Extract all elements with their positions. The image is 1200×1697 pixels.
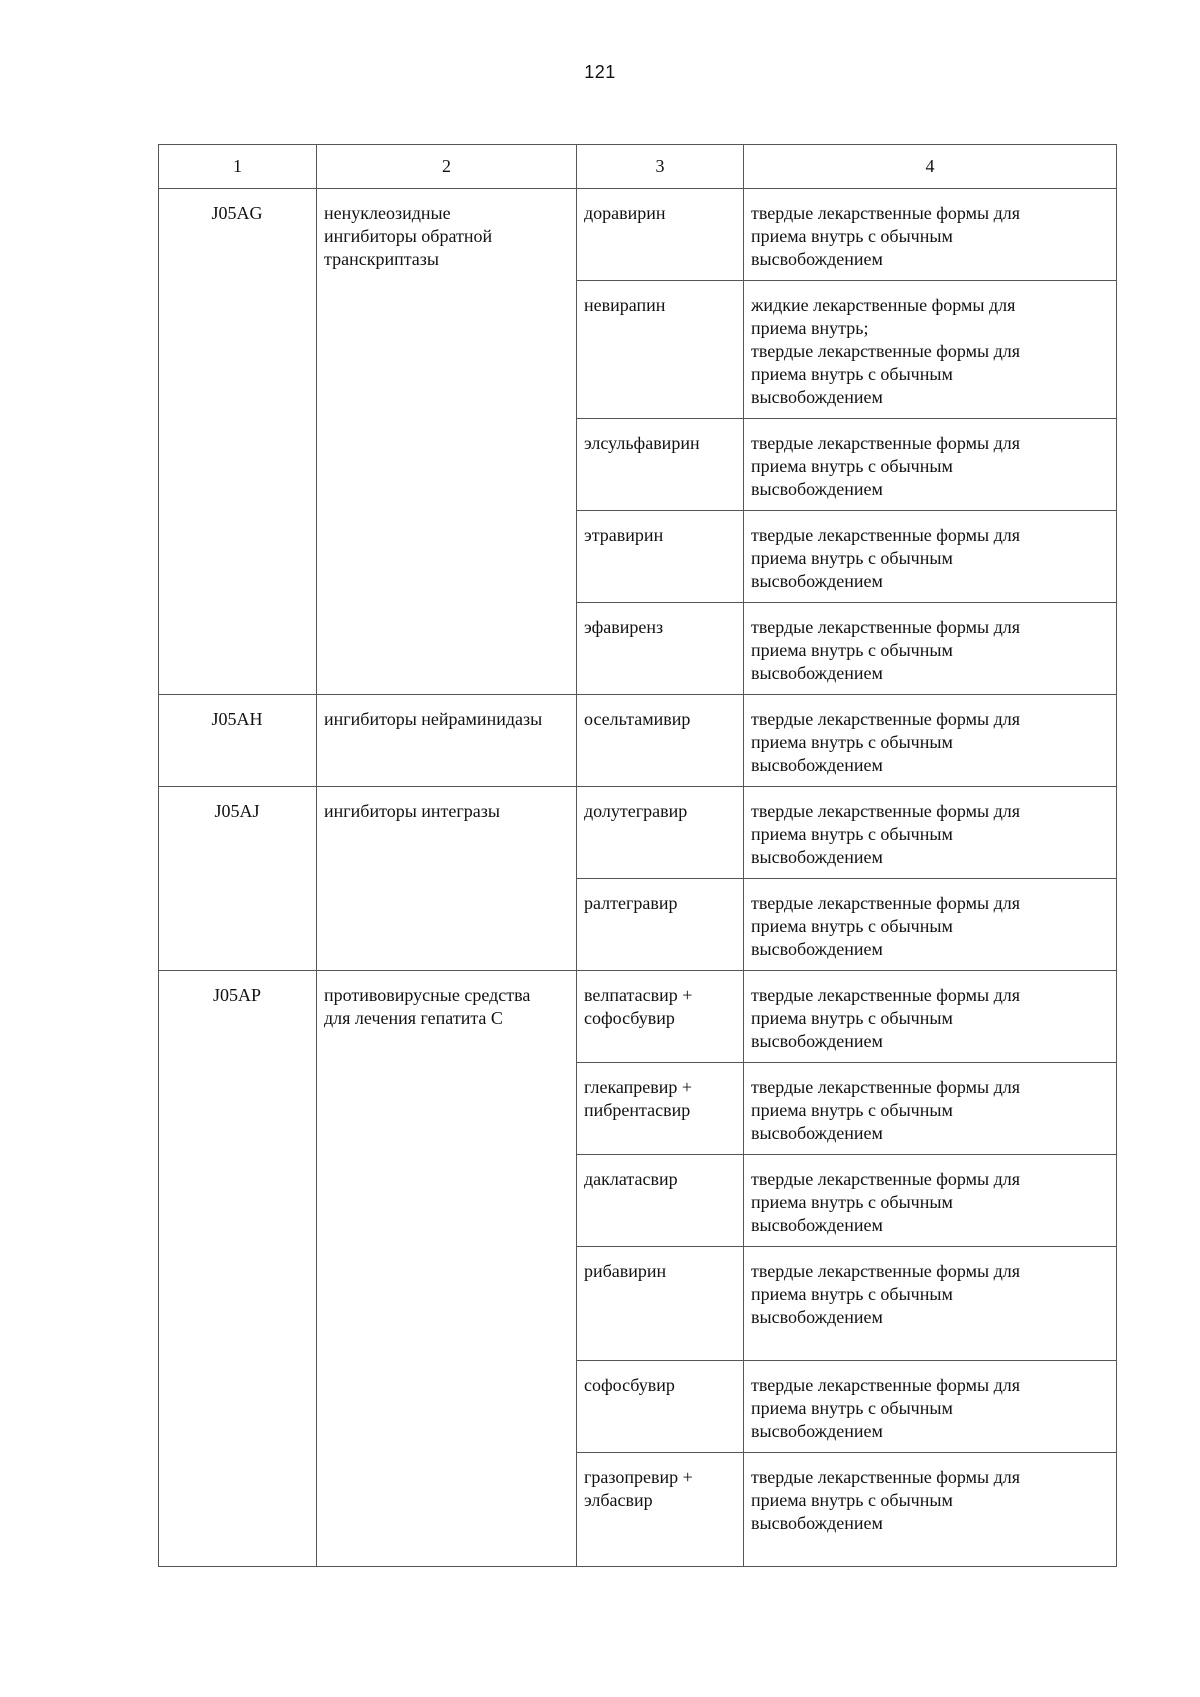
dosage-form bbox=[744, 511, 1117, 603]
dosage-form-text: твердые лекарственные формы для приема внутрь с обычным высвобождением bbox=[751, 617, 1021, 683]
dosage-form-text: твердые лекарственные формы для приема внутрь с обычным высвобождением bbox=[751, 525, 1021, 591]
drug-name: доравирин bbox=[577, 189, 744, 281]
atc-code: J05AP bbox=[159, 971, 317, 1567]
dosage-form bbox=[744, 419, 1117, 511]
dosage-form bbox=[744, 603, 1117, 695]
dosage-form-text: жидкие лекарственные формы для приема внутрь; твердые лекарственные формы для приема внутрь с обычным высвобождением bbox=[751, 295, 1021, 407]
pharmacological-group: ингибиторы интегразы bbox=[317, 787, 577, 971]
drug-name: этравирин bbox=[577, 511, 744, 603]
dosage-form-text: твердые лекарственные формы для приема внутрь с обычным высвобождением bbox=[751, 801, 1021, 867]
dosage-form bbox=[744, 1063, 1117, 1155]
header-col-3: 3 bbox=[577, 145, 744, 189]
dosage-form-text: твердые лекарственные формы для приема внутрь с обычным высвобождением bbox=[751, 893, 1021, 959]
dosage-form-text: твердые лекарственные формы для приема внутрь с обычным высвобождением bbox=[751, 433, 1021, 499]
drug-name: осельтамивир bbox=[577, 695, 744, 787]
dosage-form bbox=[744, 1247, 1117, 1361]
header-col-2: 2 bbox=[317, 145, 577, 189]
header-col-4: 4 bbox=[744, 145, 1117, 189]
dosage-form-text: твердые лекарственные формы для приема внутрь с обычным высвобождением bbox=[751, 1077, 1021, 1143]
dosage-form bbox=[744, 695, 1117, 787]
dosage-form bbox=[744, 1155, 1117, 1247]
dosage-form bbox=[744, 787, 1117, 879]
header-col-1: 1 bbox=[159, 145, 317, 189]
drug-table bbox=[158, 144, 1117, 1567]
atc-code: J05AG bbox=[159, 189, 317, 695]
drug-name: долутегравир bbox=[577, 787, 744, 879]
atc-code: J05AJ bbox=[159, 787, 317, 971]
drug-name: велпатасвир + софосбувир bbox=[577, 971, 744, 1063]
dosage-form-text: твердые лекарственные формы для приема внутрь с обычным высвобождением bbox=[751, 1261, 1021, 1327]
dosage-form bbox=[744, 971, 1117, 1063]
dosage-form-text: твердые лекарственные формы для приема внутрь с обычным высвобождением bbox=[751, 985, 1021, 1051]
page-number: 121 bbox=[584, 62, 616, 82]
table-row bbox=[159, 787, 1117, 879]
dosage-form-text: твердые лекарственные формы для приема внутрь с обычным высвобождением bbox=[751, 1375, 1021, 1441]
pharmacological-group: ингибиторы нейраминидазы bbox=[317, 695, 577, 787]
dosage-form bbox=[744, 1453, 1117, 1567]
dosage-form-text: твердые лекарственные формы для приема внутрь с обычным высвобождением bbox=[751, 203, 1021, 269]
drug-name: невирапин bbox=[577, 281, 744, 419]
drug-name: элсульфавирин bbox=[577, 419, 744, 511]
drug-name: рибавирин bbox=[577, 1247, 744, 1361]
dosage-form-text: твердые лекарственные формы для приема внутрь с обычным высвобождением bbox=[751, 709, 1021, 775]
dosage-form-text: твердые лекарственные формы для приема внутрь с обычным высвобождением bbox=[751, 1467, 1021, 1533]
dosage-form-text: твердые лекарственные формы для приема внутрь с обычным высвобождением bbox=[751, 1169, 1021, 1235]
pharmacological-group: ненуклеозидные ингибиторы обратной транскриптазы bbox=[317, 189, 577, 695]
drug-name: гразопревир + элбасвир bbox=[577, 1453, 744, 1567]
drug-name: ралтегравир bbox=[577, 879, 744, 971]
dosage-form bbox=[744, 879, 1117, 971]
drug-name: даклатасвир bbox=[577, 1155, 744, 1247]
drug-name: софосбувир bbox=[577, 1361, 744, 1453]
drug-name: глекапревир + пибрентасвир bbox=[577, 1063, 744, 1155]
dosage-form bbox=[744, 189, 1117, 281]
table-row bbox=[159, 695, 1117, 787]
atc-code: J05AH bbox=[159, 695, 317, 787]
pharmacological-group: противовирусные средства для лечения гепатита С bbox=[317, 971, 577, 1567]
drug-name: эфавиренз bbox=[577, 603, 744, 695]
table-row bbox=[159, 189, 1117, 281]
dosage-form bbox=[744, 1361, 1117, 1453]
dosage-form bbox=[744, 281, 1117, 419]
table-row bbox=[159, 971, 1117, 1063]
header-row bbox=[159, 145, 1117, 189]
